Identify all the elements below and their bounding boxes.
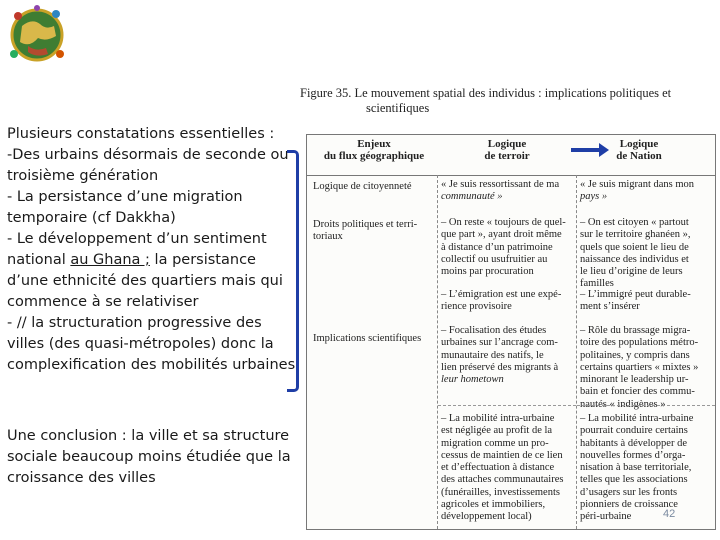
cell-line: pourrait conduire certains [580,425,688,437]
observation-line: - Le développement d’un sentiment [7,231,267,247]
observations-heading [7,124,291,145]
cell-line: – La mobilité intra-urbaine [580,413,694,424]
cell-line: développement local) [441,511,532,523]
observation-line: - // la structuration progressive des [7,315,262,331]
cell-line: le lieu d’origine de leurs [580,266,683,278]
page-number: 42 [663,508,676,520]
conclusion-line: Une conclusion : la ville et sa structure [7,428,290,444]
cell-line: collectif ou usufruitier au [441,253,548,265]
cell-line: pionniers de croissance [580,499,678,511]
row-label-droits-line: toriaux [313,231,343,242]
cell-nation-c [580,289,712,314]
bracket-decoration [287,150,299,392]
cell-line: – Rôle du brassage migra- [580,325,691,336]
cell-line: urbaines sur l’ancrage com- [441,337,558,349]
cell-line: d’usagers sur les fronts [580,486,678,498]
header-nation [599,138,679,162]
header-divider [307,175,715,176]
column-divider [576,175,577,529]
cell-line: nautés « indigènes » [580,398,666,410]
cell-line: politaines, y compris dans [580,349,690,361]
cell-line: et d’effectuation à distance [441,462,555,474]
cell-line: nouvelles formes d’orga- [580,449,686,461]
cell-line: leur hometown [441,374,504,386]
cell-line: familles [580,278,614,290]
cell-line: telles que les associations [580,474,688,486]
header-enjeux-line1: Enjeux [357,138,391,150]
header-terroir [457,138,557,162]
cell-terroir-d [441,325,575,386]
cell-line: communauté » [441,191,503,203]
cell-line: – L’émigration est une expé- [441,289,562,300]
header-nation-line1: Logique [619,138,659,150]
observations-heading-label: Plusieurs constatations essentielles [7,126,265,142]
cell-nation-a [580,179,712,204]
cell-line: péri-urbaine [580,511,632,523]
row-label-citoyennete: Logique de citoyenneté [313,181,412,192]
observation-line: - La persistance d’une migration [7,189,243,205]
conclusion-text [7,426,297,489]
observation-line: villes (des quasi-métropoles) donc la [7,336,274,352]
cell-line: est négligée au profit de la [441,425,553,437]
globe-logo-icon [6,4,68,66]
row-label-droits-line: Droits politiques et terri- [313,219,418,230]
cell-line: – On reste « toujours de quel- [441,217,566,228]
arrow-right-icon [599,143,609,157]
cell-terroir-e [441,413,575,524]
observations-text [7,124,296,376]
arrow-right-icon-shaft [571,148,601,152]
figure-title [300,86,715,116]
cell-line: nisation à base territoriale, [580,462,692,474]
cell-divider [438,405,576,406]
cell-line: rience provisoire [441,301,512,313]
header-enjeux [315,138,433,162]
observation-line: -Des urbains désormais de seconde ou [7,147,289,163]
header-nation-line2: de Nation [616,150,662,162]
observation-line: complexification des mobilités urbaines [7,357,296,373]
cell-line: – L’immigré peut durable- [580,289,691,300]
national-underlined: au Ghana ; [70,252,150,268]
header-enjeux-line2: du flux géographique [323,150,425,162]
header-terroir-line2: de terroir [484,150,530,162]
cell-nation-d [580,325,712,411]
observation-line: d’une ethnicité des quartiers mais qui [7,273,283,289]
cell-line: cessus de maintien de ce lien [441,449,563,461]
cell-line: lien préservé des migrants à [441,361,559,373]
cell-line: des attaches communautaires [441,474,564,486]
cell-line: que part », ayant droit même [441,229,562,241]
cell-line: moins par procuration [441,266,534,278]
cell-line: à distance d’un patrimoine [441,241,553,253]
observation-line-national [7,250,291,271]
national-post: la persistance [149,252,256,268]
cell-line: agricoles et immobiliers, [441,499,546,511]
cell-line: (funérailles, investissements [441,486,560,498]
cell-line: naissance des individus et [580,253,689,265]
row-label-implications: Implications scientifiques [313,333,422,344]
cell-nation-e [580,413,712,524]
cell-line: minorant le leadership ur- [580,374,689,386]
cell-line: toire des populations métro- [580,337,699,349]
cell-line: « Je suis ressortissant de ma [441,179,560,190]
conclusion-line: croissance des villes [7,470,156,486]
national-pre: national [7,252,71,268]
figure-title-line2: scientifiques [366,101,430,115]
observation-line: commence à se relativiser [7,294,199,310]
cell-line: certains quartiers « mixtes » [580,361,699,373]
cell-line: pays » [580,191,608,203]
cell-line: ment s’insérer [580,301,640,313]
conclusion-line: sociale beaucoup moins étudiée que la [7,449,291,465]
row-label-droits [313,219,439,243]
figure-table [306,134,716,530]
cell-line: – On est citoyen « partout [580,217,689,228]
cell-line: sur le territoire ghanéen », [580,229,691,241]
cell-line: munautaire des natifs, le [441,349,544,361]
cell-nation-b [580,217,712,291]
cell-divider [577,405,715,406]
cell-terroir-c [441,289,575,314]
figure-title-line1: Figure 35. Le mouvement spatial des individus : implications politiques et [300,86,672,100]
cell-line: migration comme un pro- [441,437,549,449]
cell-terroir-a [441,179,575,204]
observation-line: temporaire (cf Dakkha) [7,210,176,226]
cell-line: habitants à développer de [580,437,687,449]
header-terroir-line1: Logique [487,138,527,150]
cell-terroir-b [441,217,575,278]
observation-line: troisième génération [7,168,159,184]
observations-heading-colon: : [264,126,275,142]
cell-line: – Focalisation des études [441,325,547,336]
cell-line: quels que soient le lieu de [580,241,689,253]
cell-line: bain et foncier des commu- [580,386,695,398]
cell-line: – La mobilité intra-urbaine [441,413,555,424]
cell-line: « Je suis migrant dans mon [580,179,695,190]
